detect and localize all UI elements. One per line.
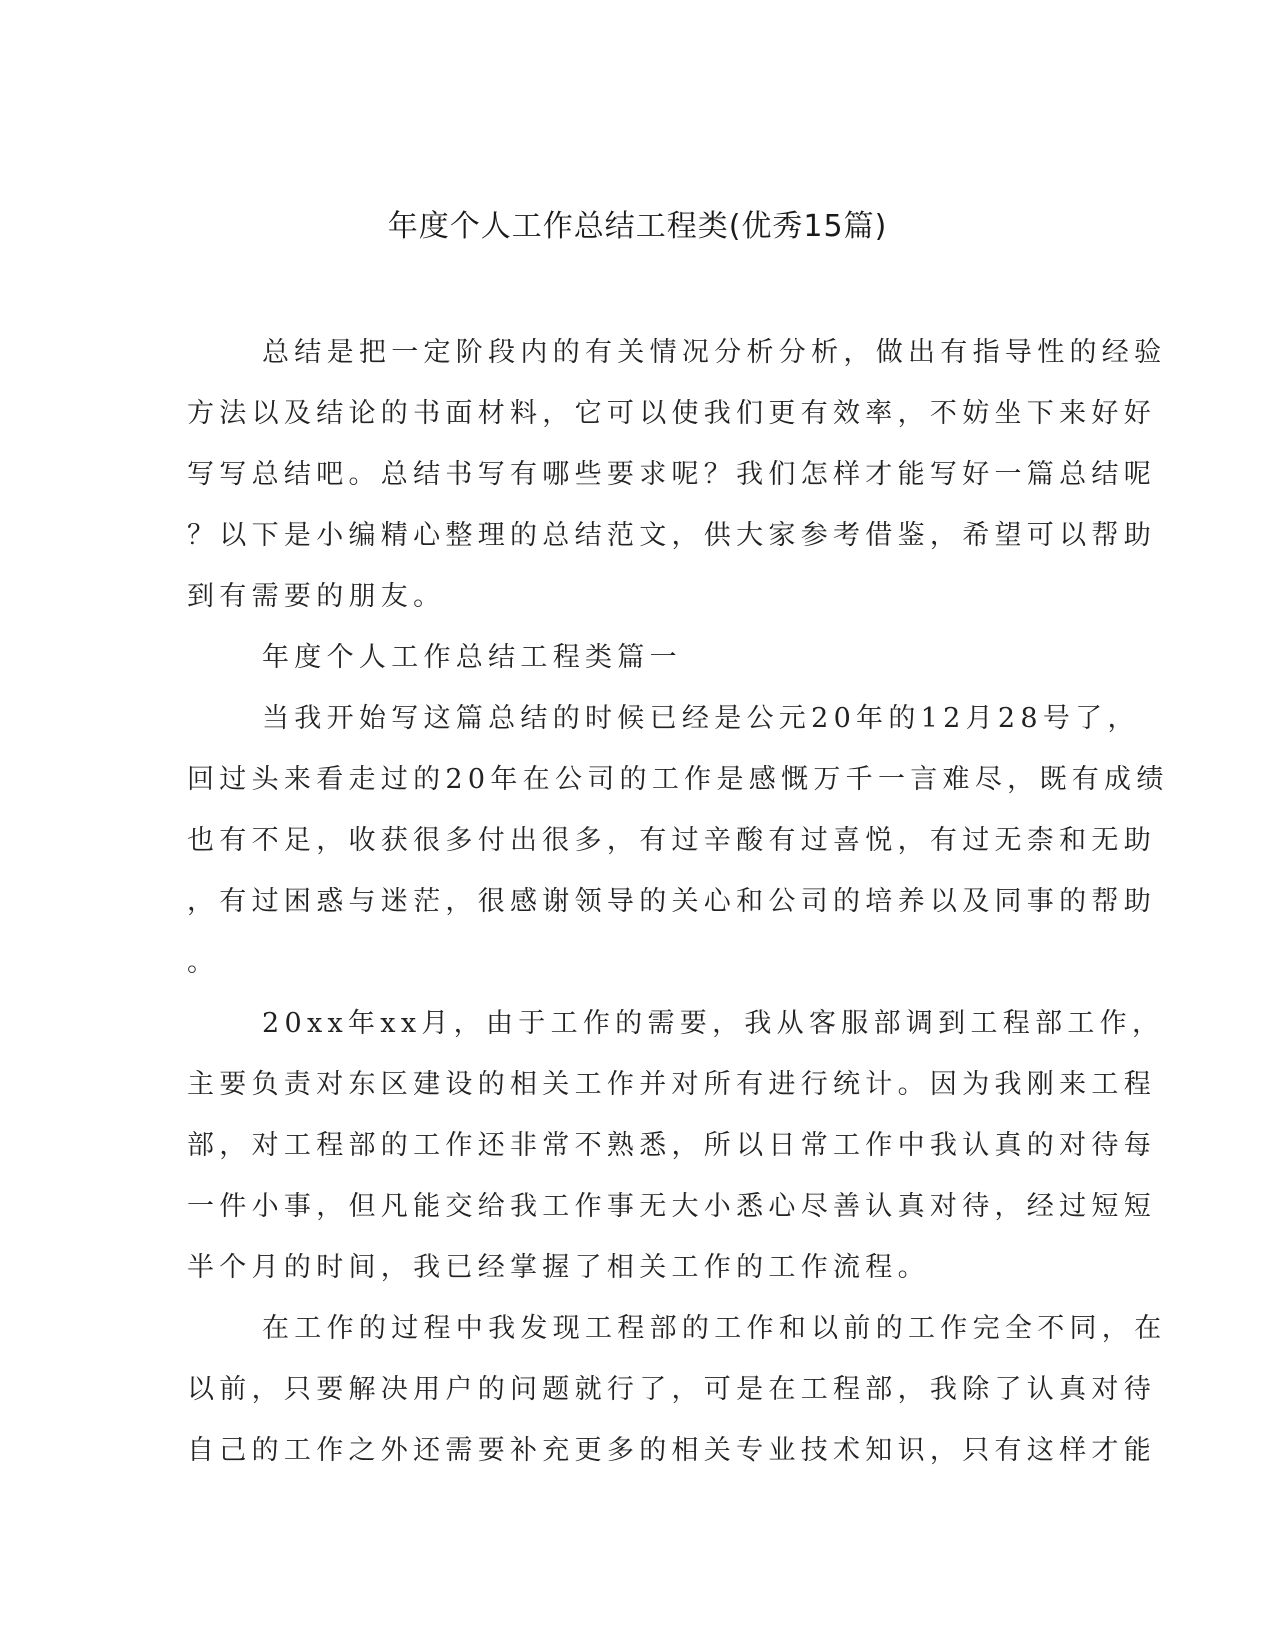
body-line: 当我开始写这篇总结的时候已经是公元20年的12月28号了， [262,703,1140,734]
body-line: ，有过困惑与迷茫，很感谢领导的关心和公司的培养以及同事的帮助 [187,886,1156,917]
section-heading: 年度个人工作总结工程类篇一 [262,642,682,673]
body-line: 写写总结吧。总结书写有哪些要求呢？我们怎样才能写好一篇总结呢 [187,459,1156,490]
body-line: 20xx年xx月，由于工作的需要，我从客服部调到工程部工作， [262,1008,1165,1039]
body-line: 方法以及结论的书面材料，它可以使我们更有效率，不妨坐下来好好 [187,398,1156,429]
body-line: 半个月的时间，我已经掌握了相关工作的工作流程。 [187,1252,930,1283]
document-body [187,322,1169,1481]
body-line: ？以下是小编精心整理的总结范文，供大家参考借鉴，希望可以帮助 [187,520,1156,551]
body-line: 在工作的过程中我发现工程部的工作和以前的工作完全不同，在 [262,1313,1167,1344]
body-line: 到有需要的朋友。 [187,581,446,612]
body-line: 回过头来看走过的20年在公司的工作是感慨万千一言难尽，既有成绩 [187,764,1169,795]
body-line: 也有不足，收获很多付出很多，有过辛酸有过喜悦，有过无柰和无助 [187,825,1156,856]
body-line: 一件小事，但凡能交给我工作事无大小悉心尽善认真对待，经过短短 [187,1191,1156,1222]
body-line: 自己的工作之外还需要补充更多的相关专业技术知识，只有这样才能 [187,1435,1156,1466]
body-line: 部，对工程部的工作还非常不熟悉，所以日常工作中我认真的对待每 [187,1130,1156,1161]
body-line: 以前，只要解决用户的问题就行了，可是在工程部，我除了认真对待 [187,1374,1156,1405]
body-line: 主要负责对东区建设的相关工作并对所有进行统计。因为我刚来工程 [187,1069,1156,1100]
body-line: 。 [187,947,220,978]
body-line: 总结是把一定阶段内的有关情况分析分析，做出有指导性的经验 [262,337,1167,368]
document-title: 年度个人工作总结工程类(优秀15篇) [387,209,888,244]
